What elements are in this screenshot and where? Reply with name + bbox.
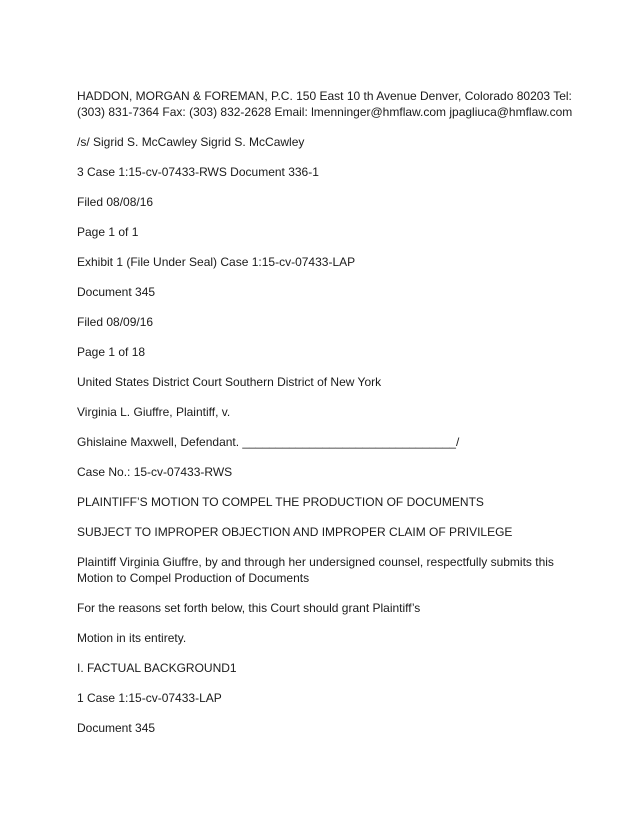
footer-document-line: Document 345 xyxy=(77,721,156,735)
plaintiff-line: Virginia L. Giuffre, Plaintiff, v. xyxy=(77,405,231,419)
court-name: United States District Court Southern District of New York xyxy=(77,375,382,389)
motion-subtitle: SUBJECT TO IMPROPER OBJECTION AND IMPROPER CLAIM OF PRIVILEGE xyxy=(77,525,513,539)
filed-date-line-2: Filed 08/09/16 xyxy=(77,315,154,329)
footer-case-line: 1 Case 1:15-cv-07433-LAP xyxy=(77,691,222,705)
signature-line: /s/ Sigrid S. McCawley Sigrid S. McCawley xyxy=(77,135,305,149)
page-count-line-2: Page 1 of 18 xyxy=(77,345,146,359)
defendant-line: Ghislaine Maxwell, Defendant. ________________________________/ xyxy=(77,435,460,449)
page-count-line: Page 1 of 1 xyxy=(77,225,139,239)
reasons-line: For the reasons set forth below, this Court should grant Plaintiff’s xyxy=(77,601,421,615)
section-heading: I. FACTUAL BACKGROUND1 xyxy=(77,661,237,675)
motion-title: PLAINTIFF’S MOTION TO COMPEL THE PRODUCTION OF DOCUMENTS xyxy=(77,495,484,509)
entirety-line: Motion in its entirety. xyxy=(77,631,187,645)
case-document-line: 3 Case 1:15-cv-07433-RWS Document 336-1 xyxy=(77,165,319,179)
case-number-line: Case No.: 15-cv-07433-RWS xyxy=(77,465,233,479)
firm-contact-block: HADDON, MORGAN & FOREMAN, P.C. 150 East 10 th Avenue Denver, Colorado 80203 Tel: (303) 831-7364 Fax: (303) 832-2628 Email: lmenninger@hmflaw.com jpagliuca@hmflaw.com xyxy=(77,89,573,119)
intro-paragraph: Plaintiff Virginia Giuffre, by and through her undersigned counsel, respectfully submits this Motion to Compel Production of Documents xyxy=(77,555,554,585)
filed-date-line: Filed 08/08/16 xyxy=(77,195,154,209)
document-number-line: Document 345 xyxy=(77,285,156,299)
document-body xyxy=(77,88,577,750)
exhibit-line: Exhibit 1 (File Under Seal) Case 1:15-cv-07433-LAP xyxy=(77,255,356,269)
